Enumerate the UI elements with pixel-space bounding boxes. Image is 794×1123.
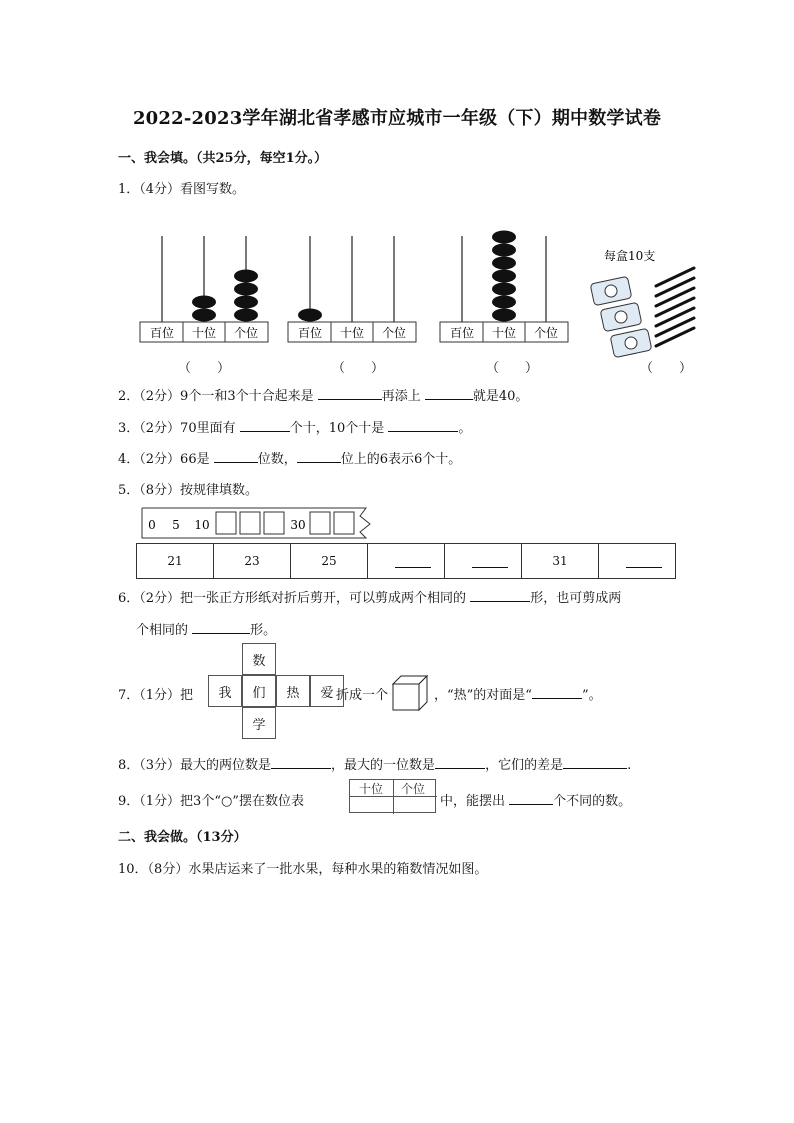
abacus-bead — [492, 231, 516, 244]
answer-blank[interactable] — [563, 756, 627, 769]
abacus-label-hundreds: 百位 — [297, 326, 323, 340]
place-value-table — [349, 779, 436, 813]
net-face-bottom: 学 — [242, 707, 276, 739]
abacus-label-tens: 十位 — [339, 326, 365, 340]
abacus-bead — [234, 270, 258, 283]
abacus-bead — [492, 257, 516, 270]
answer-blank[interactable] — [626, 555, 662, 568]
abacus-bead — [492, 309, 516, 322]
section-1-heading: 一、我会填。（共25分，每空1分。） — [118, 151, 328, 166]
number-table-cell: 21 — [137, 544, 214, 578]
abacus-1 — [140, 236, 268, 342]
abacus-3 — [440, 231, 568, 343]
net-face-center-3: 爱 — [310, 675, 344, 707]
abacus-bead — [492, 244, 516, 257]
question-10: 10．（8分）水果店运来了一批水果，每种水果的箱数情况如图。 — [118, 862, 488, 877]
ruler-number: 0 — [148, 518, 156, 532]
question-4: 4．（2分）66是 位数， 位上的6表示6个十。 — [118, 452, 462, 467]
answer-blank[interactable] — [214, 450, 258, 463]
abacus-label-hundreds: 百位 — [149, 326, 175, 340]
number-table — [136, 543, 676, 579]
ruler-blank-box — [216, 512, 236, 534]
abacus-label-hundreds: 百位 — [449, 326, 475, 340]
cube-icon — [391, 674, 431, 712]
question-2: 2．（2分）9个一和3个十合起来是 再添上 就是40。 — [118, 389, 529, 404]
answer-blank[interactable] — [425, 387, 473, 400]
answer-blank[interactable] — [388, 419, 458, 432]
abacus-bead — [234, 296, 258, 309]
abacus-bead — [298, 309, 322, 322]
answer-blank[interactable] — [271, 756, 331, 769]
question-6-cont: 个相同的 形。 — [136, 623, 277, 638]
answer-paren-1[interactable]: （ ） — [178, 361, 231, 376]
ruler-number: 5 — [172, 518, 180, 532]
page-title: 2022-2023学年湖北省孝感市应城市一年级（下）期中数学试卷 — [132, 108, 662, 129]
ruler-number: 30 — [290, 518, 306, 532]
pvt-tens-label: 十位 — [359, 782, 384, 796]
answer-paren-4[interactable]: （ ） — [640, 361, 693, 376]
ruler-blank-box — [310, 512, 330, 534]
answer-blank[interactable] — [395, 555, 431, 568]
abacus-label-tens: 十位 — [491, 326, 517, 340]
number-table-cell[interactable] — [368, 544, 445, 578]
abacus-label-tens: 十位 — [191, 326, 217, 340]
question-7-part2: 折成一个 — [336, 688, 389, 703]
abacus-figure — [136, 230, 708, 378]
ruler-blank-box — [334, 512, 354, 534]
pvt-ones-label: 个位 — [401, 782, 426, 796]
ruler-strip — [140, 504, 376, 542]
answer-blank[interactable] — [532, 686, 582, 699]
answer-paren-2[interactable]: （ ） — [332, 361, 385, 376]
abacus-2 — [288, 236, 416, 342]
question-5: 5．（8分）按规律填数。 — [118, 483, 259, 498]
abacus-label-ones: 个位 — [381, 326, 407, 340]
answer-blank[interactable] — [472, 555, 508, 568]
net-face-center-2: 热 — [276, 675, 310, 707]
abacus-bead — [234, 309, 258, 322]
number-table-cell[interactable] — [599, 544, 675, 578]
question-6: 6．（2分）把一张正方形纸对折后剪开，可以剪成两个相同的 形，也可剪成两 — [118, 591, 622, 606]
abacus-label-ones: 个位 — [233, 326, 259, 340]
pencil-boxes-picture — [590, 248, 694, 358]
number-table-cell: 23 — [214, 544, 291, 578]
number-table-cell: 31 — [522, 544, 599, 578]
abacus-bead — [192, 309, 216, 322]
answer-blank[interactable] — [297, 450, 341, 463]
abacus-bead — [492, 283, 516, 296]
answer-blank[interactable] — [240, 419, 290, 432]
number-table-cell: 25 — [291, 544, 368, 578]
net-face-top: 数 — [242, 643, 276, 675]
number-table-cell[interactable] — [445, 544, 522, 578]
section-2-heading: 二、我会做。（13分） — [118, 830, 247, 845]
question-3: 3．（2分）70里面有 个十，10个十是 。 — [118, 421, 472, 436]
net-face-left: 我 — [208, 675, 242, 707]
abacus-bead — [192, 296, 216, 309]
answer-paren-3[interactable]: （ ） — [486, 361, 539, 376]
question-8: 8．（3分）最大的两位数是 ，最大的一位数是 ，它们的差是 . — [118, 758, 632, 773]
abacus-bead — [234, 283, 258, 296]
net-face-center-1: 们 — [242, 675, 276, 707]
answer-blank[interactable] — [192, 621, 250, 634]
answer-blank[interactable] — [318, 387, 382, 400]
question-9-part2: 中，能摆出 个不同的数。 — [440, 794, 632, 809]
ruler-blank-box — [264, 512, 284, 534]
ruler-number: 10 — [194, 518, 210, 532]
answer-blank[interactable] — [435, 756, 485, 769]
answer-blank[interactable] — [509, 792, 553, 805]
abacus-bead — [492, 296, 516, 309]
question-7-part3: ，“热”的对面是“ ”。 — [434, 688, 602, 703]
abacus-label-ones: 个位 — [533, 326, 559, 340]
ruler-blank-box — [240, 512, 260, 534]
abacus-bead — [492, 270, 516, 283]
question-7-part1: 7．（1分）把 — [118, 688, 194, 703]
pencil-box-label: 每盒10支 — [604, 249, 656, 263]
question-9-part1: 9．（1分）把3个“○”摆在数位表 — [118, 794, 304, 809]
answer-blank[interactable] — [470, 589, 530, 602]
question-1: 1．（4分）看图写数。 — [118, 182, 246, 197]
